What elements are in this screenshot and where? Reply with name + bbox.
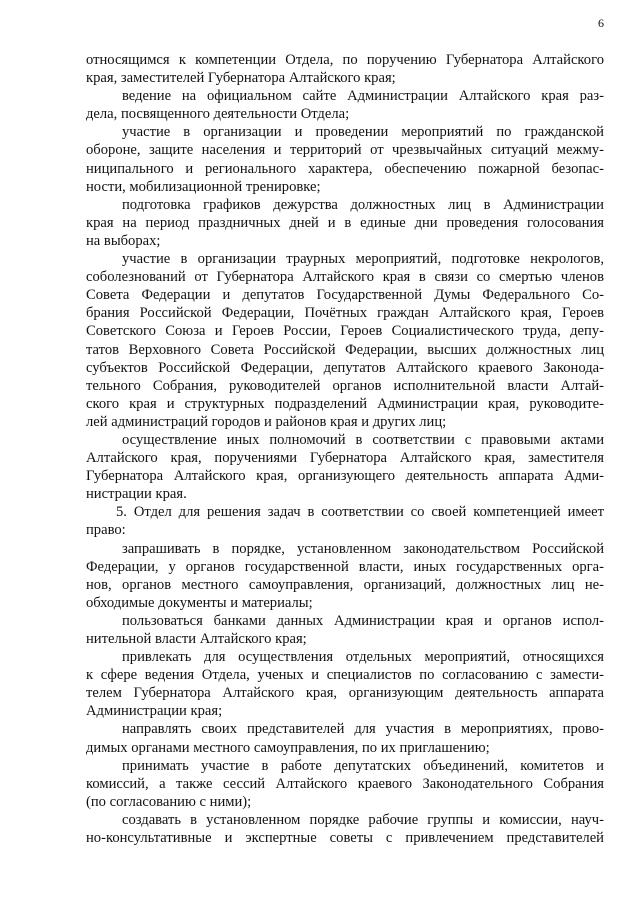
text-line: право: — [86, 522, 126, 539]
text-line: брания Российской Федерации, Почётных граждан Алтайского края, Героев — [86, 305, 604, 322]
text-line: к сфере ведения Отдела, ученых и специалистов по согласованию с замести- — [86, 667, 604, 684]
text-line: Федерации, у органов государственной власти, иных государственных орга- — [86, 558, 604, 575]
text-line: (по согласованию с ними); — [86, 793, 252, 810]
text-line: обходимые документы и материалы; — [86, 594, 313, 611]
text-line: ности, мобилизационной тренировке; — [86, 178, 321, 195]
text-line: Администрации края; — [86, 703, 223, 720]
text-line: 5. Отдел для решения задач в соответствии со своей компетенцией имеет — [116, 504, 604, 521]
text-line: привлекать для осуществления отдельных мероприятий, относящихся — [122, 649, 604, 666]
text-line: ского края и структурных подразделений Администрации края, руководите- — [86, 395, 604, 412]
text-line: на выборах; — [86, 232, 161, 249]
text-line: обороне, защите населения и территорий от чрезвычайных ситуаций межму- — [86, 142, 604, 159]
text-line: осуществление иных полномочий в соответствии с правовыми актами — [122, 431, 604, 448]
text-line: нистрации края. — [86, 486, 187, 503]
text-line: субъектов Российской Федерации, депутатов Алтайского краевого Законода- — [86, 359, 604, 376]
text-line: участие в организации траурных мероприятий, подготовке некрологов, — [122, 251, 604, 268]
text-line: ведение на официальном сайте Администрации Алтайского края раз- — [122, 88, 604, 105]
text-line: дела, посвященного деятельности Отдела; — [86, 106, 350, 123]
text-line: димых органами местного самоуправления, по их приглашению; — [86, 739, 490, 756]
text-line: подготовка графиков дежурства должностных лиц в Администрации — [122, 196, 604, 213]
page-number: 6 — [598, 16, 604, 30]
text-line: относящимся к компетенции Отдела, по поручению Губернатора Алтайского — [86, 52, 604, 68]
text-line: соболезнований от Губернатора Алтайского края в связи со смертью членов — [86, 269, 604, 286]
text-line: Алтайского края, поручениями Губернатора Алтайского края, заместителя — [86, 450, 604, 467]
text-line: нительной власти Алтайского края; — [86, 631, 307, 647]
text-line: создавать в установленном порядке рабочие группы и комиссии, науч- — [122, 811, 604, 828]
text-line: направлять своих представителей для участия в мероприятиях, прово- — [122, 721, 604, 738]
text-line: телем Губернатора Алтайского края, организующим деятельность аппарата — [86, 685, 604, 702]
text-line: комиссий, а также сессий Алтайского краевого Законодательного Собрания — [86, 775, 604, 792]
text-line: татов Верховного Совета Российской Федерации, высших должностных лиц — [86, 341, 604, 358]
text-line: Советского Союза и Героев России, Героев Социалистического труда, депу- — [86, 323, 604, 340]
text-line: лей администраций городов и районов края и других лиц; — [86, 413, 447, 430]
document-body — [86, 51, 604, 847]
text-line: Губернатора Алтайского края, организующего деятельность аппарата Адми- — [86, 468, 604, 485]
text-line: пользоваться банками данных Администрации края и органов испол- — [122, 612, 604, 629]
text-line: принимать участие в работе депутатских объединений, комитетов и — [122, 757, 604, 774]
text-line: участие в организации и проведении мероприятий по гражданской — [122, 124, 604, 141]
text-line: края на период праздничных дней и в единые дни проведения голосования — [86, 214, 604, 231]
text-line: но-консультативные и экспертные советы с привлечением представителей — [86, 830, 604, 847]
text-line: края, заместителей Губернатора Алтайского края; — [86, 70, 396, 87]
text-line: нов, органов местного самоуправления, организаций, должностных лиц не- — [86, 576, 604, 593]
text-line: запрашивать в порядке, установленном законодательством Российской — [122, 540, 604, 557]
text-line: ниципального и регионального характера, обеспечению пожарной безопас- — [86, 160, 604, 177]
text-line: тельного Собрания, руководителей органов исполнительной власти Алтай- — [86, 377, 604, 394]
text-line: Совета Федерации и депутатов Государственной Думы Федерального Со- — [86, 287, 604, 304]
